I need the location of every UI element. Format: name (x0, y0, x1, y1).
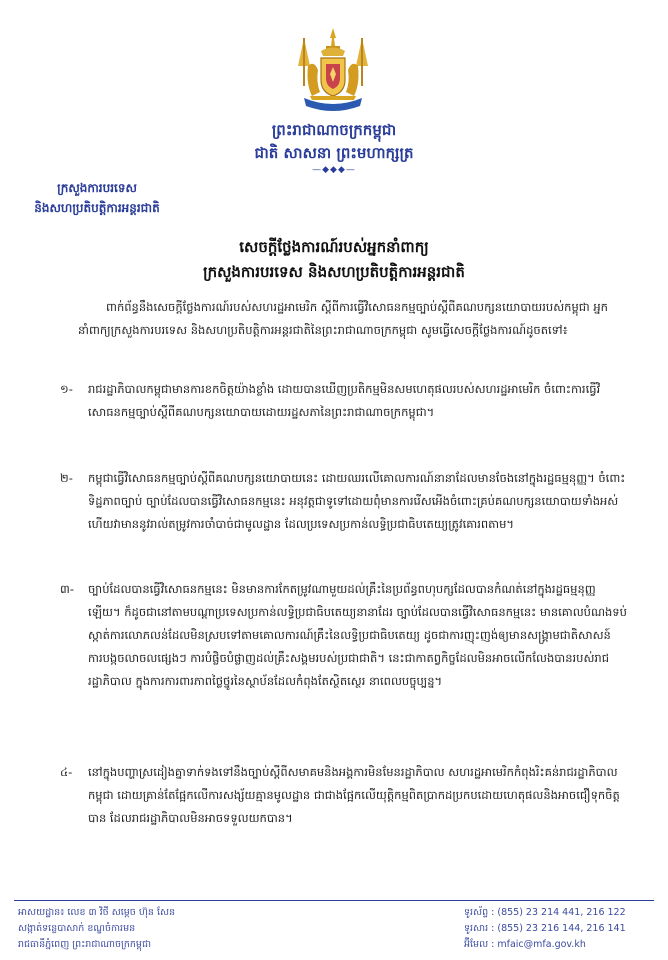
statement-point (60, 578, 628, 693)
point-text: រាជរដ្ឋាភិបាលកម្ពុជាមានការខកចិត្តយ៉ាងខ្លាំង ដោយបានឃើញប្រតិកម្មមិនសមហេតុផលរបស់សហរដ្ឋអាមេរិក ចំពោះការធ្វើវិសោធនកម្មច្បាប់ស្តីពីគណបក្សនយោបាយដោយរដ្ឋសភានៃព្រះរាជាណាចក្រកម្ពុជា។ (88, 382, 601, 419)
statement-point (60, 467, 628, 536)
email-link[interactable]: អ៊ីមែល : mfaic@mfa.gov.kh (464, 939, 586, 950)
point-text: នៅក្នុងបញ្ហាស្រដៀងគ្នាទាក់ទងទៅនឹងច្បាប់ស្តីពីសមាគមនិងអង្គការមិនមែនរដ្ឋាភិបាល សហរដ្ឋអាមេរិកកំពុងរិះគន់រាជរដ្ឋាភិបាលកម្ពុជា ដោយគ្រាន់តែផ្អែកលើការសង្ស័យគ្មានមូលដ្ឋាន ជាជាងផ្អែកលើយុត្តិកម្មពិតប្រាកដប្រកបដោយហេតុផលនិងអាចជឿទុកចិត្តបាន ដែលរាជរដ្ឋាភិបាលមិនអាចទទួលយកបាន។ (88, 765, 620, 825)
point-text: កម្ពុជាធ្វើវិសោធនកម្មច្បាប់ស្តីពីគណបក្សនយោបាយនេះ ដោយឈរលើគោលការណ៍នានាដែលមានចែងនៅក្នុងរដ្ឋធម្មនុញ្ញ។ ចំពោះទិដ្ឋភាពច្បាប់ ច្បាប់ដែលបានធ្វើវិសោធនកម្មនេះ អនុវត្តជាទូទៅដោយពុំមានការរើសអើងចំពោះគ្រប់គណបក្សនយោបាយទាំងអស់ ហើយវាមាននូវរាល់តម្រូវការចាំបាច់ជាមូលដ្ឋាន ដែលប្រទេសប្រកាន់លទ្ធិប្រជាធិបតេយ្យត្រូវគោរពតាម។ (88, 471, 626, 531)
statement-title (0, 235, 668, 285)
ministry-name (12, 178, 182, 218)
statement-point (60, 378, 628, 424)
title-line2: ក្រសួងការបរទេស និងសហប្រតិបត្តិការអន្តរជាតិ (203, 263, 465, 281)
footer-contact (464, 905, 654, 953)
footer-address (18, 905, 175, 953)
kingdom-header (0, 118, 668, 176)
point-number: ១- (60, 382, 73, 396)
phone-number: ទូរស័ព្ទ : (855) 23 214 441, 216 122 (464, 907, 626, 918)
ministry-line2: និងសហប្រតិបត្តិការអន្តរជាតិ (34, 201, 160, 215)
fax-number: ទូរសារ : (855) 23 216 144, 216 141 (464, 923, 626, 934)
statement-point (60, 761, 628, 830)
point-text: ច្បាប់ដែលបានធ្វើវិសោធនកម្មនេះ មិនមានការកែតម្រូវណាមួយដល់គ្រឹះនៃប្រព័ន្ធពហុបក្សដែលបានកំណត់នៅក្នុងរដ្ឋធម្មនុញ្ញឡើយ។ ក៏ដូចជានៅតាមបណ្តាប្រទេសប្រកាន់លទ្ធិប្រជាធិបតេយ្យនានាដែរ ច្បាប់ដែលបានធ្វើវិសោធនកម្មនេះ មានគោលបំណងទប់ស្កាត់ការលោភលន់ដែលមិនស្របទៅតាមគោលការណ៍គ្រឹះនៃលទ្ធិប្រជាធិបតេយ្យ ដូចជាការញុះញង់ឲ្យមានសង្គ្រាមជាតិសាសន៍ ការបង្កចលាចលផ្សេងៗ ការបំផ្លិចបំផ្លាញដល់គ្រឹះសង្គមរបស់ប្រជាជាតិ។ នេះជាកាតព្វកិច្ចដែលមិនអាចលើកលែងបានរបស់រាជរដ្ឋាភិបាល ក្នុងការការពារភាពថ្លៃថ្នូរនៃស្ថាប័នដែលកំពុងតែស្ថិតស្ថេរ នាពេលបច្ចុប្បន្ន។ (88, 582, 627, 688)
ornament-divider: —◆◆◆— (312, 165, 356, 175)
royal-coat-of-arms-icon (290, 26, 376, 116)
point-number: ៤- (60, 765, 73, 779)
point-number: ២- (60, 471, 73, 485)
title-line1: សេចក្តីថ្លែងការណ៍របស់អ្នកនាំពាក្យ (239, 238, 429, 256)
intro-paragraph: ពាក់ព័ន្ធនឹងសេចក្តីថ្លែងការណ៍របស់សហរដ្ឋអាមេរិក ស្តីពីការធ្វើវិសោធនកម្មច្បាប់ស្តីពីគណបក្សនយោបាយរបស់កម្ពុជា អ្នកនាំពាក្យក្រសួងការបរទេស និងសហប្រតិបត្តិការអន្តរជាតិនៃព្រះរាជាណាចក្រកម្ពុជា សូមធ្វើសេចក្តីថ្លែងការណ៍ដូចតទៅ៖ (78, 300, 608, 337)
address-line: រាជធានីភ្នំពេញ ព្រះរាជាណាចក្រកម្ពុជា (18, 939, 151, 950)
address-line: សង្កាត់ទន្លេបាសាក់ ខណ្ឌចំការមន (18, 923, 136, 934)
address-line: អាសយដ្ឋាន៖ លេខ ៣ វិថី សម្តេច ហ៊ុន សែន (18, 907, 176, 918)
ministry-line1: ក្រសួងការបរទេស (57, 181, 137, 195)
kingdom-name: ព្រះរាជាណាចក្រកម្ពុជា (271, 121, 397, 139)
footer-divider (14, 900, 654, 901)
point-number: ៣- (60, 582, 74, 596)
national-motto: ជាតិ សាសនា ព្រះមហាក្សត្រ (254, 144, 414, 162)
